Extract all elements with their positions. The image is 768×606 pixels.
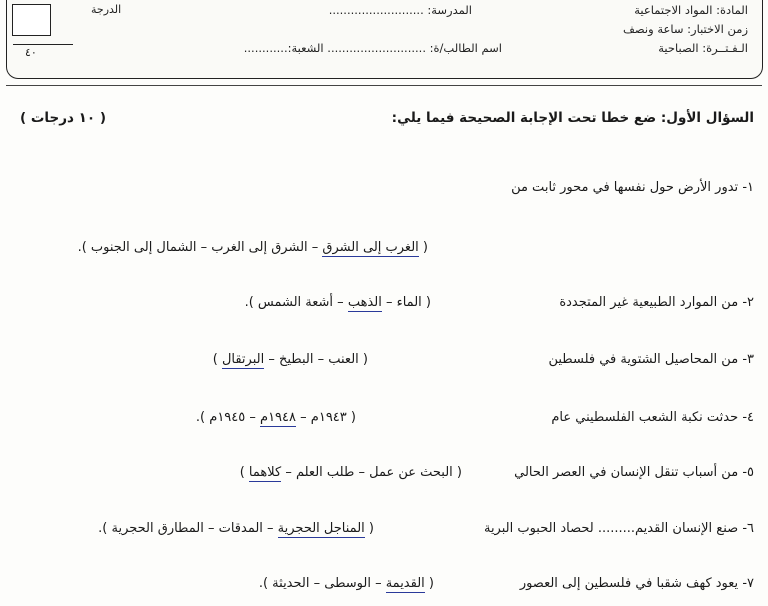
answer-options-1: ( الغرب إلى الشرق – الشرق إلى الغرب – الشمال إلى الجنوب ). [77,240,428,255]
option[interactable]: طلب العلم [295,465,355,480]
option[interactable]: ١٩٤٥م [209,410,246,425]
option[interactable]: الوسطى [324,576,371,591]
item-number: ٧- [742,576,754,591]
answer-options-4: ( ١٩٤٣م – ١٩٤٨م – ١٩٤٥م ). [195,410,356,425]
item-number: ٥- [742,465,754,480]
answer-options-7: ( القديمة – الوسطى – الحديثة ). [258,576,434,591]
option[interactable]: البحث عن عمل [369,465,453,480]
option[interactable]: المدقات [218,521,263,536]
option[interactable]: المناجل الحجرية [277,521,365,536]
item-text: يعود كهف شقبا في فلسطين إلى العصور [519,576,739,591]
item-text: من أسباب تنقل الإنسان في العصر الحالي [514,465,739,480]
option[interactable]: الشمال إلى الجنوب [90,240,197,255]
option[interactable]: المطارق الحجرية [111,521,204,536]
item-number: ٦- [742,521,754,536]
option[interactable]: أشعة الشمس [257,295,334,310]
header-divider [6,85,762,86]
school-field: المدرسة: .......................... [328,3,472,17]
item-number: ١- [742,180,754,195]
option[interactable]: ١٩٤٣م [310,410,347,425]
option[interactable]: الشرق إلى الغرب [211,240,308,255]
grade-label: الدرجة [91,3,122,16]
question-item-4 [551,410,754,425]
item-text: من المحاصيل الشتوية في فلسطين [548,352,739,367]
grade-total: ٤٠ [25,46,37,59]
option[interactable]: القديمة [385,576,425,591]
option[interactable]: البرتقال [221,352,265,367]
duration-label: زمن الاختبار: ساعة ونصف [623,22,748,36]
period-label: الـفـتــرة: الصباحية [658,41,748,55]
item-text: تدور الأرض حول نفسها في محور ثابت من [511,180,739,195]
option[interactable]: الذهب [347,295,382,310]
question-item-5 [514,465,754,480]
answer-options-6: ( المناجل الحجرية – المدقات – المطارق الحجرية ). [98,521,374,536]
item-number: ٢- [742,295,754,310]
option[interactable]: العنب [328,352,359,367]
question-item-1 [511,180,754,195]
option[interactable]: ١٩٤٨م [260,410,297,425]
student-name-field: اسم الطالب/ة: ........................... الشعبة:............ [243,41,502,55]
answer-options-5: ( البحث عن عمل – طلب العلم – كلاهما ) [239,465,462,480]
exam-header [6,0,763,79]
answer-options-2: ( الماء – الذهب – أشعة الشمس ). [244,295,431,310]
question-title: السؤال الأول: ضع خطا تحت الإجابة الصحيحة فيما يلي: [391,110,754,126]
item-text: حدثت نكبة الشعب الفلسطيني عام [551,410,739,425]
question-item-7 [520,576,754,591]
option[interactable]: الحديثة [272,576,310,591]
item-text: من الموارد الطبيعية غير المتجددة [559,295,739,310]
option[interactable]: الغرب إلى الشرق [322,240,419,255]
item-text: صنع الإنسان القديم......... لحصاد الحبوب البرية [483,521,739,536]
question-item-6 [484,521,754,536]
grade-divider [13,44,73,45]
grade-box [12,4,51,36]
item-number: ٣- [742,352,754,367]
subject-label: المادة: المواد الاجتماعية [634,3,748,17]
item-number: ٤- [742,410,754,425]
question-marks: ( ١٠ درجات ) [20,110,106,126]
question-item-3 [548,352,754,367]
option[interactable]: الماء [396,295,422,310]
answer-options-3: ( العنب – البطيخ – البرتقال ) [212,352,368,367]
option[interactable]: كلاهما [248,465,282,480]
option[interactable]: البطيخ [278,352,314,367]
question-item-2 [559,295,754,310]
